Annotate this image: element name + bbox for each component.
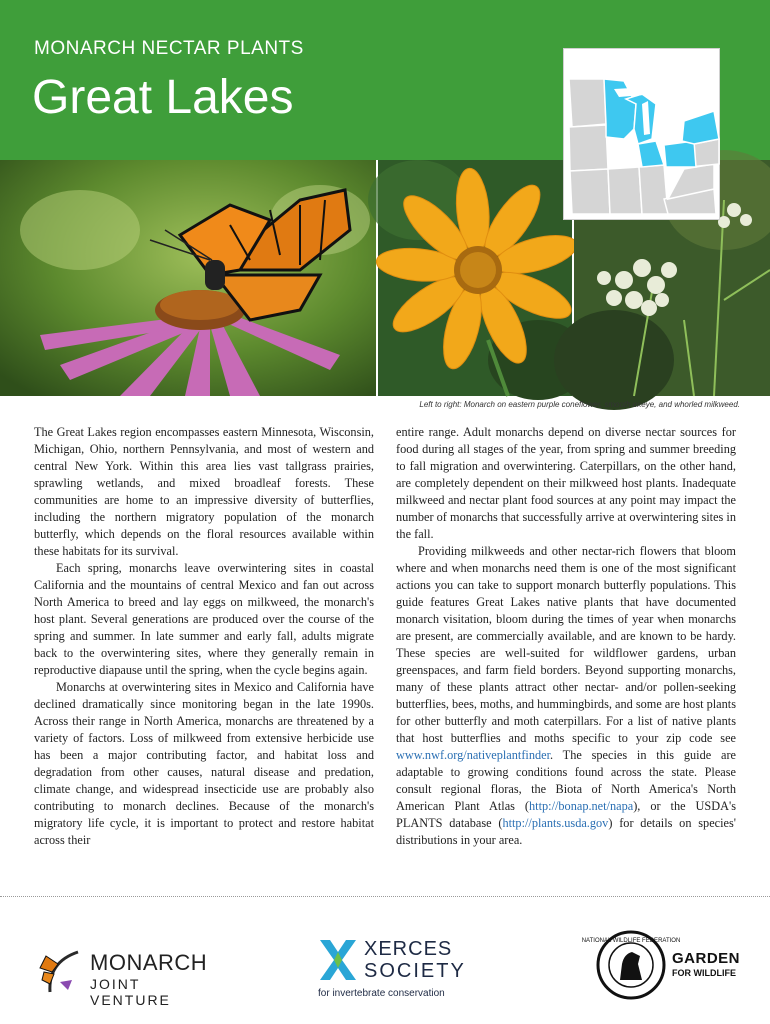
intro-paragraph: The Great Lakes region encompasses eastern Minnesota, Wisconsin, Michigan, Ohio, northern Pennsylvania, and most of western and central New York. Within this area lies vast tallgrass prairies, sprawling wetlands, and mixed broadleaf forests. These communities are home to an impressive diversity of butterflies, including the northern migratory population of the monarch butterfly, which depends on the floral resources available within these habitats for its survival. bbox=[34, 425, 374, 558]
right-text-column bbox=[396, 424, 736, 849]
guide-paragraph: Providing milkweeds and other nectar-rich flowers that bloom where and when monarchs need them is one of the most significant actions you can take to support monarch butterfly populations. This guide features Great Lakes native plants that have documented monarch visitation, bloom during the times of year when monarchs are present, are commercially available, and are known to be hardy. These species are well-suited for wildflower gardens, urban greenspaces, and farm field borders. Beyond supporting monarchs, many of these plants attract other nectar- and/or pollen-seeking butterflies, bees, moths, and hummingbirds, and some are host plants for other butterfly and moth caterpillars. For a list of native plants that host butterflies and moths specific to your zip code see www.nwf.org/nativeplantfinder. The species in this guide are adaptable to growing conditions found across the state. Please consult regional floras, the Biota of North America's North American Plant Atlas (http://bonap.net/napa), or the USDA's PLANTS database (http://plants.usda.gov) for details on species' distributions in your area. bbox=[396, 544, 737, 847]
monarch-joint-venture-logo: MONARCH JOINT VENTURE bbox=[38, 942, 208, 1002]
left-text-column bbox=[34, 424, 374, 849]
bonap-link[interactable]: http://bonap.net/napa bbox=[529, 799, 634, 813]
butterfly-icon bbox=[38, 942, 88, 998]
xerces-society-logo: XERCES SOCIETY for invertebrate conservation bbox=[318, 938, 466, 999]
nwf-plantfinder-link[interactable]: www.nwf.org/nativeplantfinder bbox=[396, 748, 551, 762]
smooth-oxeye-photo bbox=[378, 160, 572, 396]
footer-divider bbox=[0, 896, 770, 897]
monarch-coneflower-photo bbox=[0, 160, 376, 396]
migration-paragraph: Each spring, monarchs leave overwintering sites in coastal California and the mountains of central Mexico and fan out across North America to breed and lay eggs on milkweed, the monarch's host plant. Several generations are produced over the course of the spring and summer. In late summer and early fall, adults migrate back to the overwintering sites, where they generally remain in reproductive diapause until the spring, when the cycle begins again. bbox=[34, 561, 374, 677]
photo-caption: Left to right: Monarch on eastern purple coneflower, smooth oxeye, and whorled milkweed. bbox=[419, 400, 740, 409]
page-title: Great Lakes bbox=[32, 71, 294, 124]
decline-paragraph: Monarchs at overwintering sites in Mexico and California have declined dramatically since monitoring began in the late 1990s. Across their range in North America, monarchs are threatened by a variety of factors. Loss of milkweed from extensive herbicide use has been a major contributing factor, and habitat loss and degradation from other causes, natural disease and predation, climate change, and widespread insecticide use are probably also contributing to monarch declines. Because of the monarch's migratory life cycle, it is important to protect and restore habitat across their bbox=[34, 680, 374, 847]
range-paragraph: entire range. Adult monarchs depend on diverse nectar sources for food during all stages of the year, from spring and summer breeding to fall migration and overwintering. Caterpillars, on the other hand, are completely dependent on their milkweed host plants. Inadequate milkweed and nectar plant food sources at any point may impact the number of monarchs that successfully arrive at overwintering sites in the fall. bbox=[396, 425, 736, 541]
svg-text:NATIONAL WILDLIFE FEDERATION: NATIONAL WILDLIFE FEDERATION bbox=[581, 938, 681, 944]
national-wildlife-federation-seal bbox=[581, 930, 681, 1000]
usda-plants-link[interactable]: http://plants.usda.gov bbox=[502, 816, 609, 830]
garden-for-wildlife-logo: GARDEN FOR WILDLIFE bbox=[672, 950, 741, 978]
header-kicker: MONARCH NECTAR PLANTS bbox=[34, 38, 304, 59]
xerces-x-icon bbox=[318, 938, 358, 982]
great-lakes-region-map bbox=[563, 48, 720, 220]
